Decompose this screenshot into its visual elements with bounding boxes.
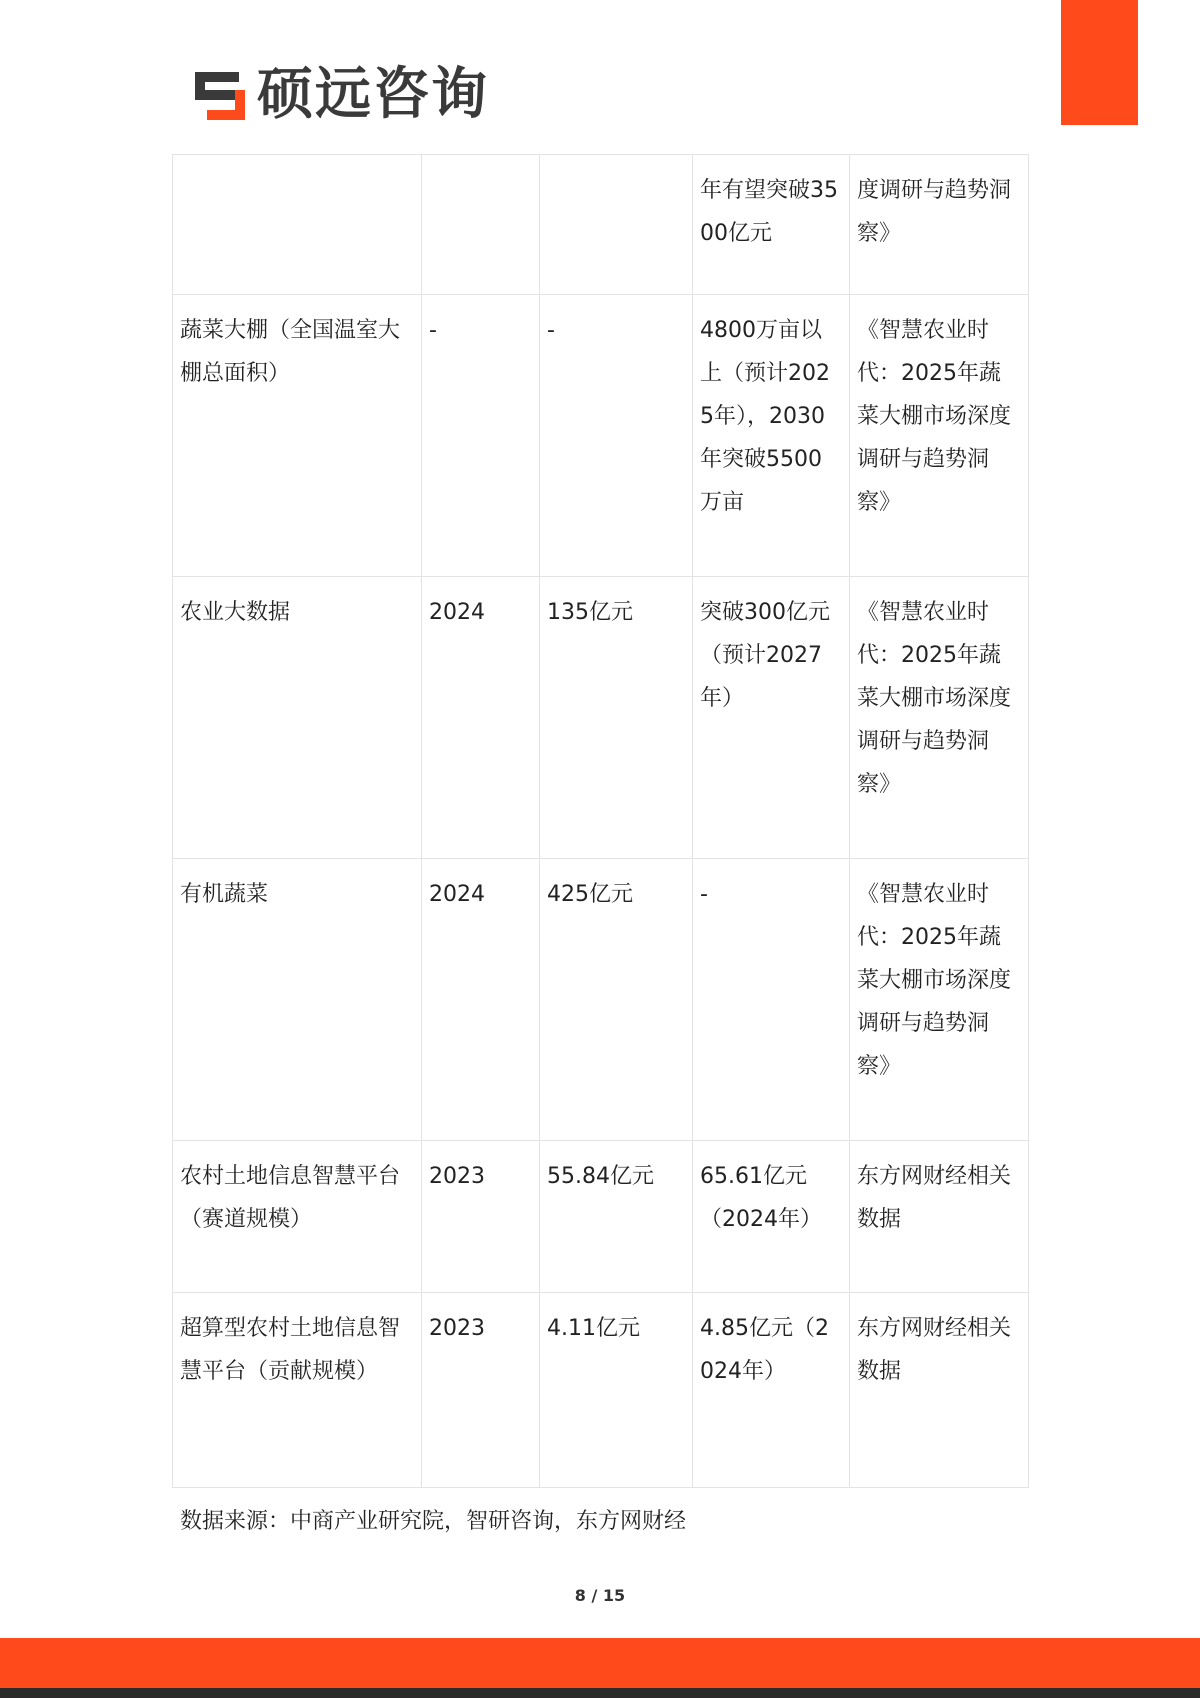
source-cell: 东方网财经相关数据 (850, 1141, 1029, 1293)
source-cell: 《智慧农业时代：2025年蔬菜大棚市场深度调研与趋势洞察》 (850, 295, 1029, 577)
category-cell: 有机蔬菜 (173, 859, 422, 1141)
market-data-table (172, 154, 1029, 1488)
forecast-cell: 65.61亿元（2024年） (693, 1141, 850, 1293)
market-size-cell: 4.11亿元 (540, 1293, 693, 1488)
market-size-cell: - (540, 295, 693, 577)
year-cell: 2024 (422, 859, 540, 1141)
market-size-cell: 135亿元 (540, 577, 693, 859)
market-size-cell: 55.84亿元 (540, 1141, 693, 1293)
table-row (173, 1141, 1029, 1293)
source-cell: 东方网财经相关数据 (850, 1293, 1029, 1488)
year-cell (422, 155, 540, 295)
forecast-cell: 年有望突破3500亿元 (693, 155, 850, 295)
market-size-cell: 425亿元 (540, 859, 693, 1141)
brand-name: 硕远咨询 (257, 62, 489, 127)
year-cell: 2024 (422, 577, 540, 859)
category-cell: 超算型农村土地信息智慧平台（贡献规模） (173, 1293, 422, 1488)
year-cell: 2023 (422, 1293, 540, 1488)
brand-header (193, 62, 489, 128)
table-row (173, 155, 1029, 295)
forecast-cell: 4.85亿元（2024年） (693, 1293, 850, 1488)
page-number: 8 / 15 (574, 1586, 626, 1605)
table-row (173, 577, 1029, 859)
year-cell: - (422, 295, 540, 577)
forecast-cell: - (693, 859, 850, 1141)
category-cell: 农村土地信息智慧平台（赛道规模） (173, 1141, 422, 1293)
category-cell: 蔬菜大棚（全国温室大棚总面积） (173, 295, 422, 577)
category-cell: 农业大数据 (173, 577, 422, 859)
source-cell: 《智慧农业时代：2025年蔬菜大棚市场深度调研与趋势洞察》 (850, 577, 1029, 859)
source-cell: 《智慧农业时代：2025年蔬菜大棚市场深度调研与趋势洞察》 (850, 859, 1029, 1141)
data-source-note: 数据来源：中商产业研究院，智研咨询，东方网财经 (180, 1509, 687, 1534)
year-cell: 2023 (422, 1141, 540, 1293)
footer-dark-strip (0, 1688, 1200, 1698)
market-size-cell (540, 155, 693, 295)
table-row (173, 1293, 1029, 1488)
footer-accent-bar (0, 1638, 1200, 1688)
forecast-cell: 4800万亩以上（预计2025年），2030年突破5500万亩 (693, 295, 850, 577)
forecast-cell: 突破300亿元（预计2027年） (693, 577, 850, 859)
source-cell: 度调研与趋势洞察》 (850, 155, 1029, 295)
top-accent-bar (1061, 0, 1138, 125)
table-row (173, 859, 1029, 1141)
table-row (173, 295, 1029, 577)
category-cell (173, 155, 422, 295)
brand-logo-icon (193, 66, 251, 124)
